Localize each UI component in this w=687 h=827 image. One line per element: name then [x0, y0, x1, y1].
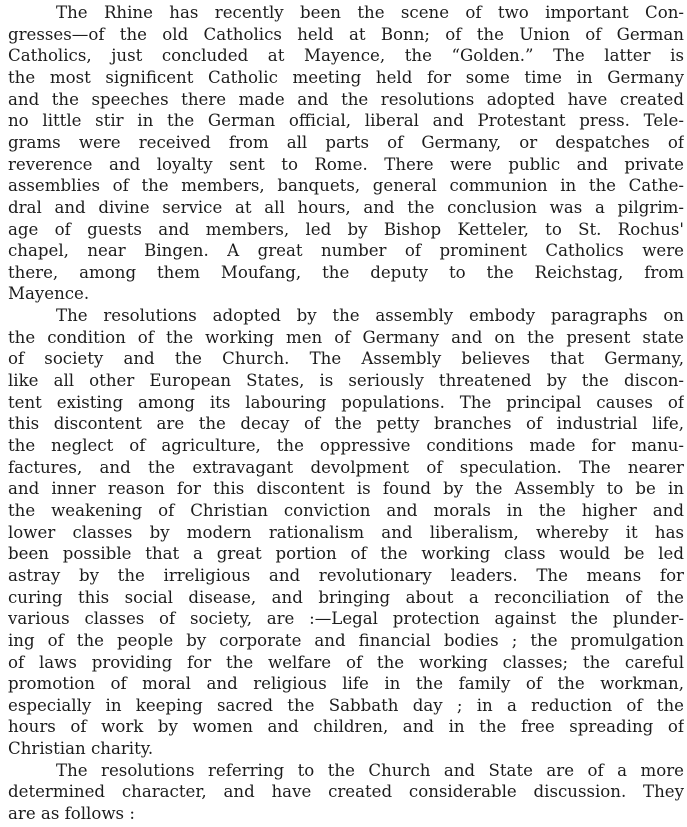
- text-line: ing of the people by corporate and financial bodies ; the promulgation: [8, 630, 684, 650]
- text-line: chapel, near Bingen. A great number of prominent Catholics were: [8, 241, 684, 261]
- text-line: the condition of the working men of Germany and on the present state: [8, 327, 684, 347]
- text-line: and the speeches there made and the resolutions adopted have created: [8, 89, 684, 109]
- text-line: various classes of society, are :—Legal protection against the plunder-: [8, 609, 684, 629]
- text-line: determined character, and have created considerable discussion. They: [8, 782, 684, 802]
- text-line: grams were received from all parts of Germany, or despatches of: [8, 132, 684, 152]
- text-line: and inner reason for this discontent is found by the Assembly to be in: [8, 479, 684, 499]
- text-line: of society and the Church. The Assembly believes that Germany,: [8, 349, 684, 369]
- text-line: The Rhine has recently been the scene of two important Con-: [56, 3, 684, 22]
- text-line: gresses—of the old Catholics held at Bonn; of the Union of German: [8, 24, 684, 44]
- text-line: no little stir in the German official, liberal and Protestant press. Tele-: [8, 111, 684, 131]
- text-line: the weakening of Christian conviction and morals in the higher and: [8, 500, 684, 520]
- text-line: the most significent Catholic meeting held for some time in Germany: [8, 67, 684, 87]
- text-line: tent existing among its labouring populations. The principal causes of: [8, 392, 684, 412]
- text-line: of laws providing for the welfare of the working classes; the careful: [8, 652, 684, 672]
- text-line: factures, and the extravagant devolpment of speculation. The nearer: [8, 457, 684, 477]
- text-line: age of guests and members, led by Bishop Ketteler, to St. Rochus': [8, 219, 684, 239]
- text-line: the neglect of agriculture, the oppressive conditions made for manu-: [8, 436, 684, 455]
- text-line: Catholics, just concluded at Mayence, the “Golden.” The latter is: [8, 46, 684, 66]
- text-line: curing this social disease, and bringing about a reconciliation of the: [8, 587, 684, 607]
- text-line: there, among them Moufang, the deputy to the Reichstag, from: [8, 262, 684, 282]
- text-line: hours of work by women and children, and in the free spreading of: [8, 717, 684, 737]
- text-line: lower classes by modern rationalism and liberalism, whereby it has: [8, 522, 684, 542]
- text-line: like all other European States, is seriously threatened by the discon-: [8, 371, 684, 390]
- text-line: are as follows :: [8, 804, 135, 823]
- text-line: been possible that a great portion of the working class would be led: [8, 544, 684, 564]
- text-line: this discontent are the decay of the petty branches of industrial life,: [8, 414, 684, 434]
- text-line: especially in keeping sacred the Sabbath day ; in a reduction of the: [8, 695, 684, 715]
- text-line: The resolutions adopted by the assembly embody paragraphs on: [56, 306, 684, 326]
- text-line: reverence and loyalty sent to Rome. There were public and private: [8, 154, 684, 174]
- text-line: The resolutions referring to the Church and State are of a more: [56, 760, 684, 780]
- newspaper-column: [8, 0, 684, 827]
- text-line: assemblies of the members, banquets, general communion in the Cathe-: [8, 176, 684, 196]
- text-line: promotion of moral and religious life in the family of the workman,: [8, 674, 684, 694]
- text-line: astray by the irreligious and revolutionary leaders. The means for: [8, 565, 684, 585]
- text-line: dral and divine service at all hours, and the conclusion was a pilgrim-: [8, 197, 684, 217]
- text-line: Mayence.: [8, 284, 90, 304]
- text-line: Christian charity.: [8, 739, 154, 759]
